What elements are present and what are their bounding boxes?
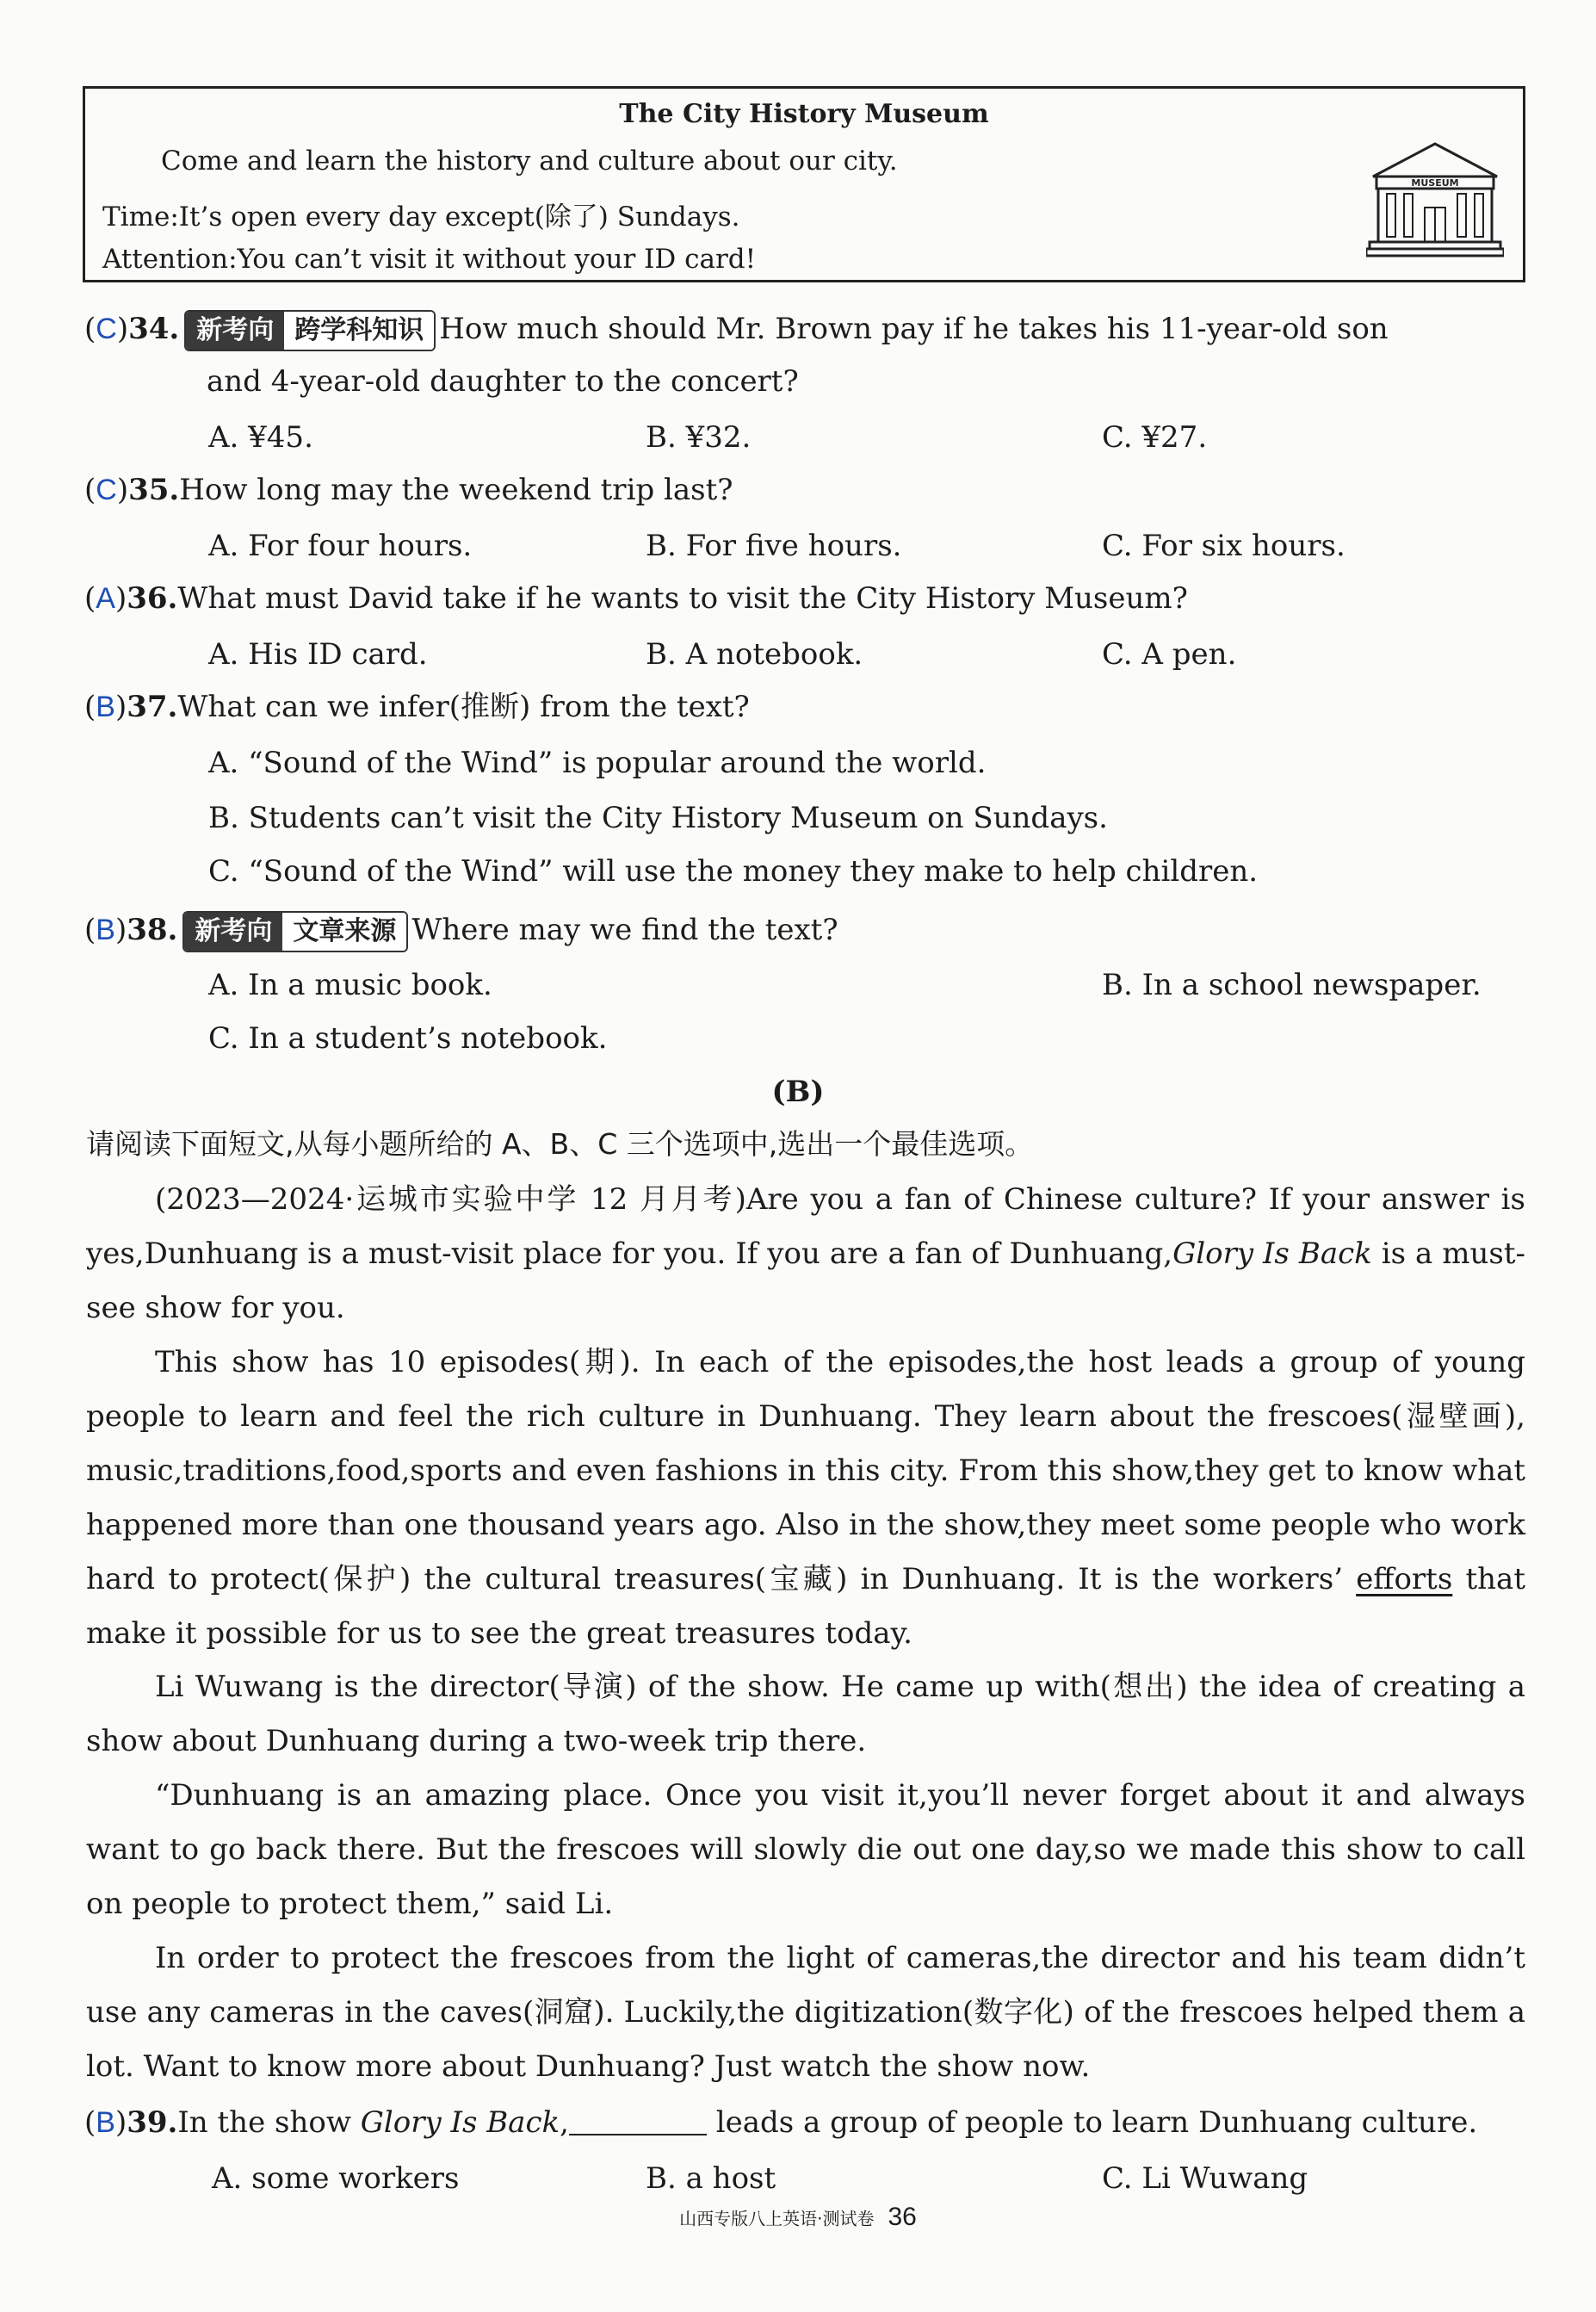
option-36-a: A. His ID card. [208,637,428,672]
museum-sign: MUSEUM [1411,177,1459,189]
question-text: How much should Mr. Brown pay if he takes his 11-year-old son [439,312,1389,346]
tag-label: 新考向 [184,913,282,951]
museum-intro: Come and learn the history and culture about our city. [161,146,898,177]
answer-blank [569,2108,707,2135]
option-37-a: A. “Sound of the Wind” is popular around the world. [208,746,987,780]
section-b-instruction: 请阅读下面短文,从每小题所给的 A、B、C 三个选项中,选出一个最佳选项。 [86,1127,1034,1161]
question-38: (B)38. 新考向 文章来源 Where may we find the text? [84,911,838,952]
option-34-a: A. ¥45. [208,420,313,455]
option-38-a: A. In a music book. [208,968,492,1002]
museum-attention: Attention:You can’t visit it without your ID card! [102,244,757,275]
qnum-34: 34. [128,312,180,346]
answer-36: A [96,582,115,615]
option-38-b: B. In a school newspaper. [1102,968,1482,1002]
passage-paragraph-4: “Dunhuang is an amazing place. Once you visit it,you’ll never forget about it and always want to go back there. But the frescoes will slowly die out one day,so we made this show to call on people to protect them,” said Li. [86,1778,1525,1921]
option-39-b: B. a host [646,2161,776,2196]
passage-text: (2023—2024·运城市实验中学 12 月月考)Are you a fan of Chinese culture? If your answer is yes,Dunhuang is a must-visit place for you. If you are a fan of Dunhuang, [86,1182,1525,1271]
page-footer [0,2203,1596,2232]
museum-notice [83,86,1525,282]
question-text: In the show [177,2105,361,2140]
tag-category: 跨学科知识 [284,312,434,350]
option-35-c: C. For six hours. [1102,529,1345,563]
tag-label: 新考向 [186,312,284,350]
question-text: What must David take if he wants to visit the City History Museum? [177,581,1188,616]
option-38-c: C. In a student’s notebook. [208,1021,608,1056]
question-35: (C)35.How long may the weekend trip last? [84,473,733,507]
question-34-cont: and 4-year-old daughter to the concert? [207,364,799,399]
qnum-35: 35. [128,473,180,507]
option-39-a: A. some workers [212,2161,460,2196]
question-36: (A)36.What must David take if he wants to visit the City History Museum? [84,581,1188,616]
passage-paragraph-1 [86,1173,1525,1336]
page-number: 36 [888,2203,917,2231]
question-37: (B)37.What can we infer(推断) from the text? [84,690,750,724]
answer-37: B [96,691,115,723]
show-title: Glory Is Back [1172,1237,1372,1271]
tag-new-direction [182,911,408,952]
show-title: Glory Is Back [360,2105,560,2140]
passage-text: that make it possible for us to see the great treasures today. [86,1562,1525,1651]
qnum-39: 39. [127,2105,178,2140]
museum-building-icon [1366,139,1504,259]
footer-label: 山西专版八上英语·测试卷 [679,2208,875,2229]
option-36-c: C. A pen. [1102,637,1237,672]
qnum-36: 36. [127,581,178,616]
option-36-b: B. A notebook. [646,637,863,672]
answer-34: C [96,313,117,345]
question-text: How long may the weekend trip last? [179,473,733,507]
tag-category: 文章来源 [282,913,406,951]
option-35-b: B. For five hours. [646,529,902,563]
question-text: Where may we find the text? [411,913,838,947]
passage-text: This show has 10 episodes(期). In each of the episodes,the host leads a group of young people to learn and feel the rich culture in Dunhuang. They learn about the frescoes(湿壁画), music,traditions,food,sports and even fashions in this city. From this show,they get to know what happened more than one thousand years ago. Also in the show,they meet some people who work hard to protect(保护) the cultural treasures(宝藏) in Dunhuang. It is the workers’ [86,1345,1525,1596]
option-34-b: B. ¥32. [646,420,752,455]
passage-paragraph-3: Li Wuwang is the director(导演) of the show. He came up with(想出) the idea of creating a show about Dunhuang during a two-week trip there. [86,1670,1525,1758]
answer-38: B [96,914,115,946]
answer-35: C [96,474,117,506]
passage-paragraph-5: In order to protect the frescoes from the light of cameras,the director and his team didn’t use any cameras in the caves(洞窟). Luckily,the digitization(数字化) of the frescoes helped them a lot. Want to know more about Dunhuang? Just watch the show now. [86,1941,1525,2084]
question-text: What can we infer(推断) from the text? [177,690,750,724]
qnum-37: 37. [127,690,178,724]
option-37-c: C. “Sound of the Wind” will use the money they make to help children. [208,854,1259,889]
option-37-b: B. Students can’t visit the City History Museum on Sundays. [208,801,1108,835]
qnum-38: 38. [127,913,178,947]
passage-paragraph-2 [86,1336,1525,1661]
section-b-heading: (B) [771,1075,825,1109]
option-35-a: A. For four hours. [208,529,473,563]
passage-text: is a must-see show for you. [86,1237,1525,1325]
question-34: (C)34. 新考向 跨学科知识 How much should Mr. Brown pay if he takes his 11-year-old son [84,310,1389,351]
answer-39: B [96,2106,115,2139]
option-39-c: C. Li Wuwang [1102,2161,1308,2196]
tag-new-direction [184,310,436,351]
question-39: (B)39.In the show Glory Is Back, leads a group of people to learn Dunhuang culture. [84,2105,1478,2140]
underlined-word: efforts [1356,1562,1453,1596]
option-34-c: C. ¥27. [1102,420,1208,455]
question-text: leads a group of people to learn Dunhuang culture. [706,2105,1478,2140]
museum-title: The City History Museum [619,99,989,129]
museum-time: Time:It’s open every day except(除了) Sundays. [102,201,740,232]
